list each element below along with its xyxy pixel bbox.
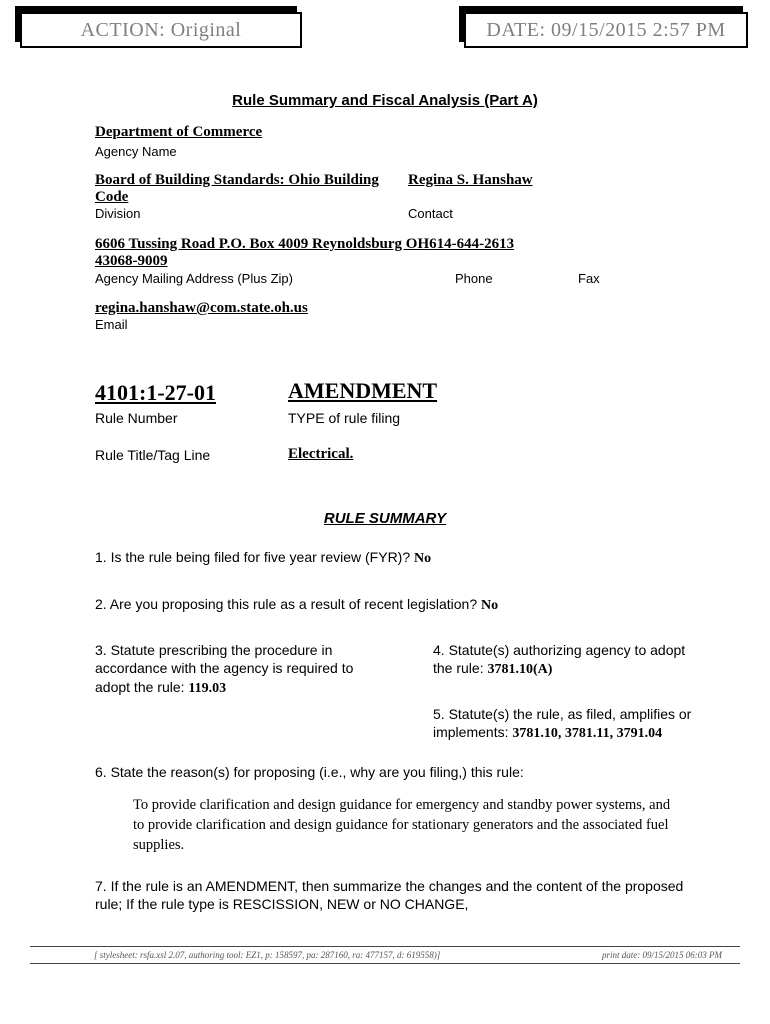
contact-value: Regina S. Hanshaw: [408, 172, 533, 188]
rule-type-value: AMENDMENT: [288, 378, 438, 403]
phone-label: Phone: [455, 271, 493, 286]
question-4-answer: 3781.10(A): [487, 662, 553, 678]
rule-number-value: 4101:1-27-01: [95, 380, 216, 405]
question-4: [433, 641, 691, 680]
contact-label: Contact: [408, 206, 453, 221]
question-2-answer: No: [481, 598, 499, 613]
address-line: [95, 235, 514, 253]
question-6-text: 6. State the reason(s) for proposing (i.e., why are you filing,) this rule:: [95, 764, 524, 780]
zip-value: 43068-9009: [95, 253, 168, 269]
fax-label: Fax: [578, 271, 600, 286]
date-stamp: [464, 12, 748, 48]
question-3-text: 3. Statute prescribing the procedure in accordance with the agency is required to adopt the rule:: [95, 642, 354, 695]
question-1-text: 1. Is the rule being filed for five year review (FYR)?: [95, 549, 411, 565]
question-3: [95, 641, 391, 698]
page-title: Rule Summary and Fiscal Analysis (Part A): [232, 92, 538, 109]
question-1-answer: No: [414, 551, 432, 566]
question-7-text: 7. If the rule is an AMENDMENT, then summarize the changes and the content of the proposed rule; If the rule type is RESCISSION, NEW or NO CHANGE,: [95, 878, 684, 913]
agency-name-value: Department of Commerce: [95, 124, 263, 140]
email-label: Email: [95, 317, 128, 332]
rule-type-label: TYPE of rule filing: [288, 410, 401, 426]
division-value: Board of Building Standards: Ohio Building Code: [95, 172, 379, 205]
question-6-answer: To provide clarification and design guidance for emergency and standby power systems, and to provide clarification and design guidance for stationary generators and the associated fuel supplies.: [133, 797, 671, 853]
address-value: 6606 Tussing Road P.O. Box 4009 Reynoldsburg OH: [95, 236, 430, 252]
footer-stylesheet-info: [ stylesheet: rsfa.xsl 2.07, authoring tool: EZ1, p: 158597, pa: 287160, ra: 477157, d: 619558)]: [94, 950, 441, 960]
rule-tag-label: Rule Title/Tag Line: [95, 447, 211, 463]
action-stamp-text: ACTION: Original: [80, 18, 242, 41]
question-2-text: 2. Are you proposing this rule as a result of recent legislation?: [95, 596, 478, 612]
question-4-text: 4. Statute(s) authorizing agency to adopt the rule:: [433, 642, 686, 677]
question-3-answer: 119.03: [188, 680, 227, 696]
date-stamp-text: DATE: 09/15/2015 2:57 PM: [486, 18, 726, 41]
division-label: Division: [95, 206, 141, 221]
question-5: [433, 705, 715, 744]
question-5-answer: 3781.10, 3781.11, 3791.04: [512, 726, 663, 742]
rule-summary-heading: RULE SUMMARY: [323, 510, 447, 527]
rule-tag-value: Electrical.: [288, 446, 354, 462]
question-1: [95, 548, 695, 568]
question-5-text: 5. Statute(s) the rule, as filed, amplifies or implements:: [433, 706, 692, 741]
address-label: Agency Mailing Address (Plus Zip): [95, 271, 293, 286]
question-2: [95, 595, 695, 615]
question-6: [95, 763, 695, 781]
footer-print-date: print date: 09/15/2015 06:03 PM: [602, 950, 722, 960]
footer-bar: [30, 946, 740, 964]
phone-value: 614-644-2613: [429, 236, 515, 252]
agency-name-label: Agency Name: [95, 144, 177, 159]
action-stamp: [20, 12, 302, 48]
rule-number-label: Rule Number: [95, 410, 178, 426]
email-value: regina.hanshaw@com.state.oh.us: [95, 300, 308, 316]
question-7: [95, 877, 691, 914]
